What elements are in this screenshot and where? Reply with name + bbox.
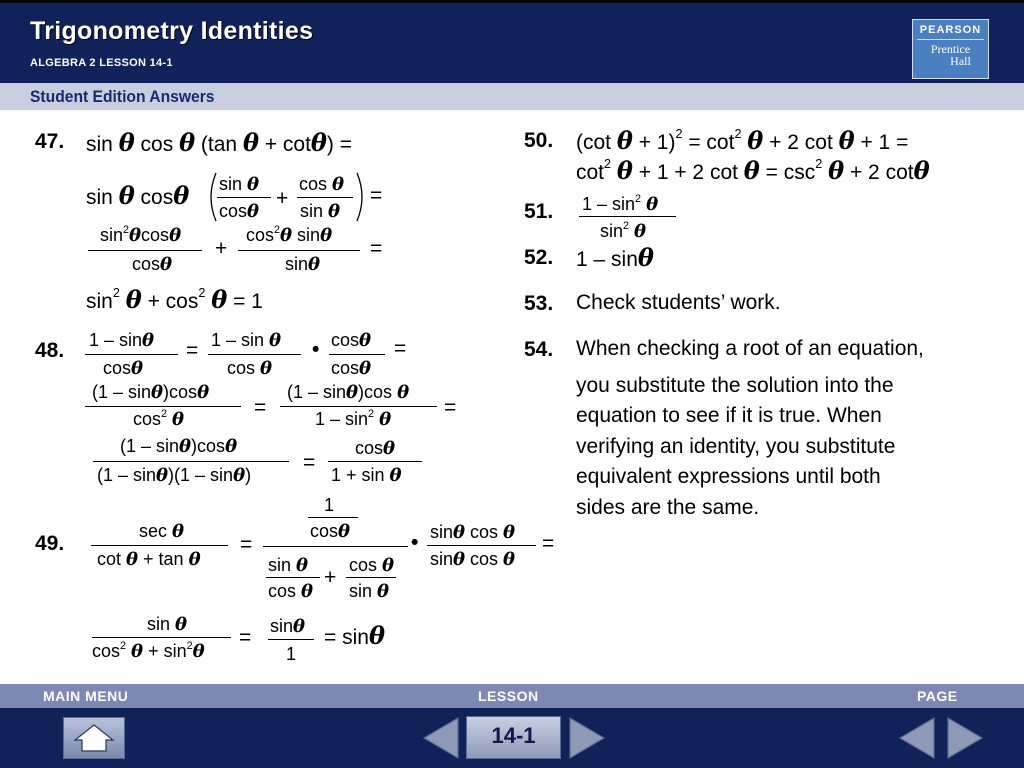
- equals-sign: =: [186, 339, 199, 362]
- problem-51-number: 51.: [524, 200, 554, 223]
- fraction-numerator: (1 – sinθ)cos θ: [287, 382, 410, 403]
- problem-49-result: = sinθ: [324, 621, 385, 650]
- page-next-arrow-icon[interactable]: [944, 715, 986, 761]
- problem-50-line-1: (cot $\theta + 1)^2 = \cot^2 \theta + 2$ cot θ + 1 =: [576, 126, 909, 155]
- equals-sign: =: [239, 626, 252, 649]
- fraction-denominator: cosθ: [103, 358, 144, 379]
- fraction-numerator: cos θ: [299, 174, 345, 195]
- header-bar: [0, 0, 1024, 83]
- page-title: Trigonometry Identities: [30, 17, 314, 45]
- nested-numerator: cos θ: [349, 555, 395, 576]
- fraction-denominator: cosθ: [132, 254, 173, 275]
- fraction-numerator: $\cos^2\theta$ sinθ: [246, 224, 333, 246]
- fraction-denominator: $\sin^2 \theta$: [600, 220, 647, 242]
- equals-sign: =: [240, 533, 253, 556]
- fraction-bar: [91, 545, 228, 546]
- fraction-denominator: cot θ + tan θ: [97, 549, 201, 570]
- nested-numerator: 1: [324, 495, 335, 515]
- home-button[interactable]: [63, 717, 125, 759]
- fraction-numerator: (1 – sinθ)cosθ: [92, 382, 210, 403]
- fraction-numerator: cosθ: [331, 330, 372, 351]
- fraction-bar: [92, 637, 231, 638]
- lesson-subtitle: ALGEBRA 2 LESSON 14-1: [30, 57, 173, 69]
- equals-sign: =: [542, 532, 555, 555]
- problem-54-line: sides are the same.: [576, 496, 760, 519]
- nested-denominator: cosθ: [310, 521, 351, 542]
- equals-sign: =: [370, 237, 383, 260]
- fraction-numerator: sin θ: [219, 174, 260, 195]
- lesson-number-button[interactable]: 14-1: [466, 716, 561, 759]
- fraction-bar: [85, 406, 241, 407]
- fraction-bar: [328, 461, 422, 462]
- main-menu-label: MAIN MENU: [43, 688, 129, 704]
- fraction-bar: [280, 406, 437, 407]
- fraction-denominator: sinθ: [285, 254, 321, 275]
- multiply-dot: •: [411, 531, 419, 554]
- problem-54-line: equivalent expressions until both: [576, 465, 881, 488]
- footer-label-bar: [0, 684, 1024, 708]
- plus-sign: +: [276, 187, 289, 210]
- fraction-numerator: (1 – sinθ)cosθ: [120, 436, 238, 457]
- page-prev-arrow-icon[interactable]: [896, 715, 938, 761]
- fraction-numerator: sin θ: [147, 614, 188, 635]
- fraction-denominator: sinθ cos θ: [430, 549, 516, 570]
- problem-50-number: 50.: [524, 129, 554, 152]
- fraction-denominator: $\cos^2 \theta + \sin^2\theta$: [92, 640, 205, 662]
- fraction-numerator: 1 – sin θ: [211, 330, 282, 351]
- fraction-bar: [266, 577, 320, 578]
- fraction-bar: [85, 354, 178, 355]
- equals-sign: =: [394, 337, 407, 360]
- problem-48-number: 48.: [35, 339, 65, 362]
- plus-sign: +: [215, 237, 228, 260]
- fraction-bar: [308, 517, 358, 518]
- problem-54-line: equation to see if it is true. When: [576, 404, 882, 427]
- fraction-bar: [268, 639, 314, 640]
- fraction-bar: [427, 545, 536, 546]
- fraction-numerator: sinθ cos θ: [430, 522, 516, 543]
- fraction-numerator: sinθ: [270, 616, 306, 637]
- nested-denominator: cos θ: [268, 581, 314, 602]
- plus-sign: +: [324, 566, 337, 589]
- lesson-next-arrow-icon[interactable]: [566, 715, 608, 761]
- fraction-denominator: cosθ: [219, 201, 260, 222]
- problem-47-result: $\sin^2 \theta + \cos^2 \theta = 1$: [86, 285, 263, 314]
- section-label: Student Edition Answers: [30, 87, 215, 106]
- fraction-denominator: cosθ: [331, 358, 372, 379]
- problem-47-line-2-lead: sin θ cosθ: [86, 181, 190, 210]
- page-label: PAGE: [917, 688, 958, 704]
- section-strip: [0, 83, 1024, 110]
- problem-52-answer: 1 – sinθ: [576, 243, 654, 272]
- nested-numerator: sin θ: [268, 555, 309, 576]
- problem-54-line: When checking a root of an equation,: [576, 337, 924, 360]
- fraction-numerator: $1 - \sin^2 \theta$: [582, 193, 659, 215]
- fraction-bar: [329, 354, 385, 355]
- lesson-label: LESSON: [478, 688, 539, 704]
- fraction-bar: [579, 216, 676, 217]
- problem-47-number: 47.: [35, 130, 65, 153]
- fraction-numerator: sec θ: [139, 521, 185, 542]
- problem-53-answer: Check students’ work.: [576, 291, 781, 314]
- fraction-denominator: 1: [286, 644, 297, 664]
- fraction-numerator: cosθ: [355, 438, 396, 459]
- fraction-denominator: sin θ: [300, 201, 341, 222]
- equals-sign: =: [370, 184, 383, 207]
- fraction-numerator: $\sin^2\theta\cos\theta$: [100, 224, 182, 246]
- problem-47-line-1: sin θ cos θ (tan θ + cotθ) =: [86, 128, 353, 157]
- problem-53-number: 53.: [524, 292, 554, 315]
- fraction-bar: [217, 197, 271, 198]
- fraction-numerator: 1 – sinθ: [89, 330, 155, 351]
- nested-denominator: sin θ: [349, 581, 390, 602]
- fraction-bar: [346, 577, 396, 578]
- equals-sign: =: [444, 396, 457, 419]
- pearson-logo: PEARSON Prentice Hall: [912, 19, 989, 79]
- problem-50-line-2: $\cot^2 \theta + 1 + 2$ $\cot \theta = \csc^2 \theta + 2$ cotθ: [576, 156, 930, 185]
- equals-sign: =: [254, 396, 267, 419]
- problem-54-line: you substitute the solution into the: [576, 374, 894, 397]
- problem-49-number: 49.: [35, 532, 65, 555]
- multiply-dot: •: [312, 338, 320, 361]
- fraction-denominator: $\cos^2 \theta$: [133, 408, 185, 430]
- equals-sign: =: [303, 451, 316, 474]
- fraction-denominator: (1 – sinθ)(1 – sinθ): [97, 465, 252, 486]
- right-paren-icon: [354, 171, 368, 223]
- fraction-denominator: cos θ: [227, 358, 273, 379]
- home-icon: [64, 718, 124, 758]
- fraction-bar: [93, 461, 289, 462]
- fraction-bar-main: [263, 546, 408, 547]
- fraction-bar: [88, 250, 202, 251]
- fraction-bar: [297, 197, 353, 198]
- problem-54-number: 54.: [524, 338, 554, 361]
- fraction-bar: [208, 354, 301, 355]
- fraction-bar: [238, 250, 360, 251]
- lesson-prev-arrow-icon[interactable]: [420, 715, 462, 761]
- problem-54-line: verifying an identity, you substitute: [576, 435, 896, 458]
- fraction-denominator: 1 + sin θ: [331, 465, 402, 486]
- fraction-denominator: $1 - \sin^2 \theta$: [315, 408, 392, 430]
- problem-52-number: 52.: [524, 246, 554, 269]
